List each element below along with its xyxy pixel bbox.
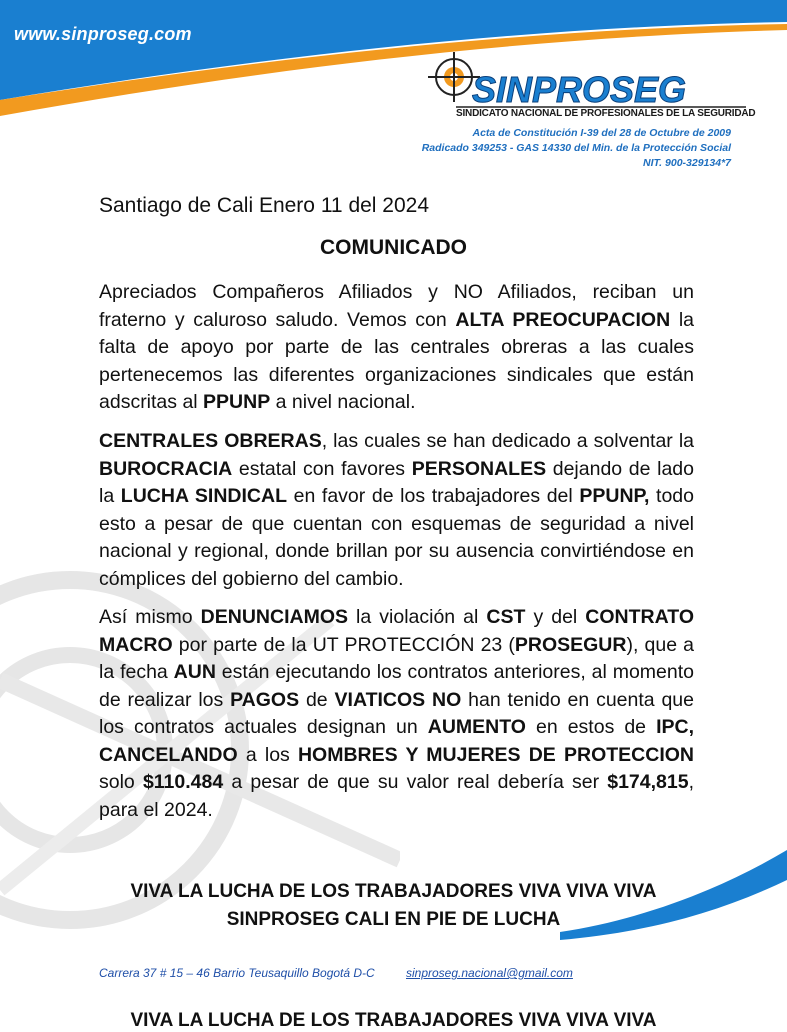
- logo-wordmark: SINPROSEG: [472, 69, 687, 110]
- document-title: COMUNICADO: [320, 236, 467, 259]
- registration-line: NIT. 900-329134*7: [643, 157, 731, 169]
- footer-email-link[interactable]: sinproseg.nacional@gmail.com: [406, 966, 573, 980]
- paragraph-2: CENTRALES OBRERAS, las cuales se han dedicado a solventar la BUROCRACIA estatal con favores PERSONALES dejando de lado la LUCHA SINDICAL en favor de los trabajadores del PPUNP, todo esto a pesar de que cuentan con esquemas de seguridad a nivel nacional y regional, donde brillan por su ausencia convirtiéndose en cómplices del gobierno del cambio.: [99, 430, 695, 590]
- paragraph-1: Apreciados Compañeros Afiliados y NO Afiliados, reciban un fraterno y caluroso saludo. Vemos con ALTA PREOCUPACION la falta de apoyo por parte de las centrales obreras a las cuales pertenecemos las diferentes organizaciones sindicales que están adscritas al PPUNP a nivel nacional.: [99, 281, 694, 413]
- closing-line-2: SINPROSEG CALI EN PIE DE LUCHA: [226, 909, 561, 930]
- closing-line-1: VIVA LA LUCHA DE LOS TRABAJADORES VIVA VIVA VIVA: [130, 881, 657, 902]
- document-date: Santiago de Cali Enero 11 del 2024: [99, 194, 430, 217]
- footer-address: Carrera 37 # 15 – 46 Barrio Teusaquillo Bogotá D-C: [99, 966, 375, 980]
- website-url[interactable]: www.sinproseg.com: [14, 24, 192, 44]
- logo-subtitle: SINDICATO NACIONAL DE PROFESIONALES DE LA SEGURIDAD: [456, 108, 756, 119]
- next-page-partial-text: VIVA LA LUCHA DE LOS TRABAJADORES VIVA VIVA VIVA: [130, 1010, 657, 1031]
- registration-line: Radicado 349253 - GAS 14330 del Min. de la Protección Social: [421, 142, 731, 154]
- closing-slogan: [0, 878, 787, 934]
- registration-info: [422, 126, 731, 171]
- registration-line: Acta de Constitución I-39 del 28 de Octubre de 2009: [472, 127, 731, 139]
- paragraph-3: Así mismo DENUNCIAMOS la violación al CST y del CONTRATO MACRO por parte de la UT PROTECCIÓN 23 (PROSEGUR), que a la fecha AUN están ejecutando los contratos anteriores, al momento de realizar los PAGOS de VIATICOS NO han tenido en cuenta que los contratos actuales designan un AUMENTO en estos de IPC, CANCELANDO a los HOMBRES Y MUJERES DE PROTECCION solo $110.484 a pesar de que su valor real debería ser $174,815, para el 2024.: [99, 606, 695, 821]
